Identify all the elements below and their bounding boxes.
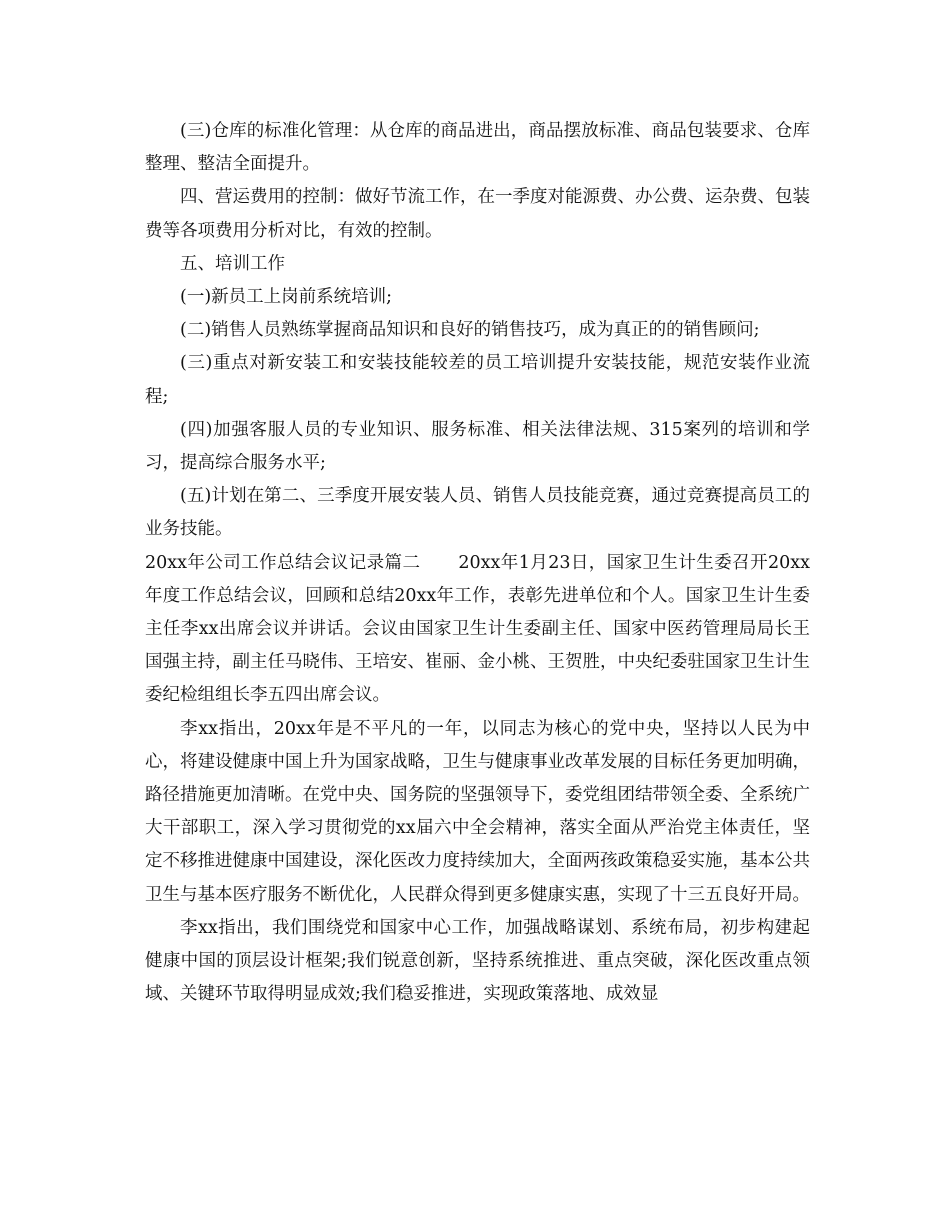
paragraph-training-item-5: (五)计划在第二、三季度开展安装人员、销售人员技能竞赛，通过竞赛提高员工的业务技能。 bbox=[145, 486, 810, 540]
paragraph-training-item-1: (一)新员工上岗前系统培训; bbox=[180, 287, 393, 308]
section-lead-text: 20xx年1月23日，国家卫生计生委召开20xx年度工作总结会议，回顾和总结20xx年工作，表彰先进单位和个人。国家卫生计生委主任李xx出席会议并讲话。会议由国家卫生计生委副主任、国家中医药管理局局长王国强主持，副主任马晓伟、王培安、崔丽、金小桃、王贺胜，中央纪委驻国家卫生计生委纪检组组长李五四出席会议。 bbox=[145, 552, 810, 706]
paragraph-li-xx-speech-2: 李xx指出，我们围绕党和国家中心工作，加强战略谋划、系统布局，初步构建起健康中国的顶层设计框架;我们锐意创新，坚持系统推进、重点突破，深化医改重点领域、关键环节取得明显成效;我们稳妥推进，实现政策落地、成效显 bbox=[145, 917, 810, 1005]
document-body bbox=[145, 115, 810, 1011]
paragraph-warehouse-management: (三)仓库的标准化管理：从仓库的商品进出，商品摆放标准、商品包装要求、仓库整理、整洁全面提升。 bbox=[145, 121, 810, 175]
paragraph-training-item-3: (三)重点对新安装工和安装技能较差的员工培训提升安装技能，规范安装作业流程; bbox=[145, 353, 810, 407]
paragraph-training-item-2: (二)销售人员熟练掌握商品知识和良好的销售技巧，成为真正的的销售顾问; bbox=[180, 320, 760, 341]
section-title: 20xx年公司工作总结会议记录篇二 bbox=[145, 552, 421, 573]
paragraph-training-item-4: (四)加强客服人员的专业知识、服务标准、相关法律法规、315案列的培训和学习，提高综合服务水平; bbox=[145, 419, 810, 474]
section-two-paragraph bbox=[145, 547, 810, 713]
paragraph-training-heading: 五、培训工作 bbox=[180, 253, 285, 274]
paragraph-li-xx-speech-1: 李xx指出，20xx年是不平凡的一年，以同志为核心的党中央，坚持以人民为中心，将建设健康中国上升为国家战略，卫生与健康事业改革发展的目标任务更加明确，路径措施更加清晰。在党中央、国务院的坚强领导下，委党组团结带领全委、全系统广大干部职工，深入学习贯彻党的xx届六中全会精神，落实全面从严治党主体责任，坚定不移推进健康中国建设，深化医改力度持续加大，全面两孩政策稳妥实施，基本公共卫生与基本医疗服务不断优化，人民群众得到更多健康实惠，实现了十三五良好开局。 bbox=[145, 718, 810, 905]
paragraph-operating-cost-control: 四、营运费用的控制：做好节流工作，在一季度对能源费、办公费、运杂费、包装费等各项费用分析对比，有效的控制。 bbox=[145, 187, 810, 241]
